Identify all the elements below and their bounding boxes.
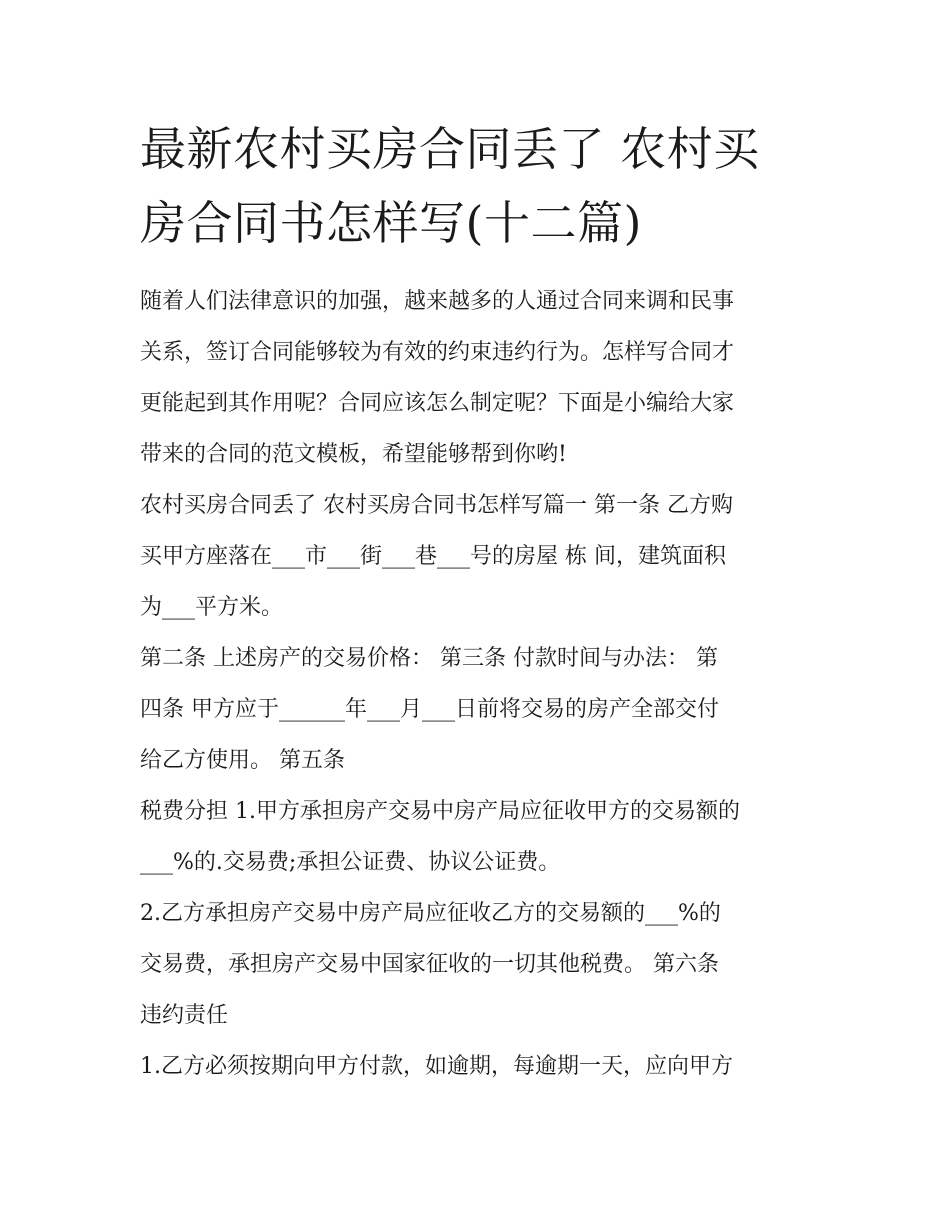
clause-two-to-five-paragraph xyxy=(140,633,820,786)
text-line: 关系，签订合同能够较为有效的约束违约行为。怎样写合同才 xyxy=(140,340,735,365)
text-line: 四条 甲方应于______年___月___日前将交易的房产全部交付 xyxy=(140,697,719,722)
text-line: 农村买房合同丢了 农村买房合同书怎样写篇一 第一条 乙方购 xyxy=(140,493,733,518)
text-line: 税费分担 1.甲方承担房产交易中房产局应征收甲方的交易额的 xyxy=(140,799,740,824)
text-line: 带来的合同的范文模板，希望能够帮到你哟! xyxy=(140,442,567,467)
text-line: ___%的.交易费;承担公证费、协议公证费。 xyxy=(140,850,561,875)
text-line: 给乙方使用。 第五条 xyxy=(140,748,345,773)
title-line: 房合同书怎样写(十二篇) xyxy=(140,196,642,250)
text-line: 更能起到其作用呢？合同应该怎么制定呢？下面是小编给大家 xyxy=(140,391,735,416)
text-line: 违约责任 xyxy=(140,1003,229,1028)
text-line: 买甲方座落在___市___街___巷___号的房屋 栋 间，建筑面积 xyxy=(140,544,726,569)
breach-paragraph-1 xyxy=(140,1041,820,1092)
text-line: 2.乙方承担房产交易中房产局应征收乙方的交易额的___%的 xyxy=(140,901,721,926)
tax-paragraph-2 xyxy=(140,888,820,1041)
title-line: 最新农村买房合同丢了 农村买 xyxy=(140,122,760,176)
intro-paragraph xyxy=(140,276,820,480)
text-line: 随着人们法律意识的加强，越来越多的人通过合同来调和民事 xyxy=(140,289,735,314)
document-title xyxy=(140,112,820,260)
text-line: 交易费，承担房产交易中国家征收的一切其他税费。 第六条 xyxy=(140,952,719,977)
text-line: 第二条 上述房产的交易价格： 第三条 付款时间与办法： 第 xyxy=(140,646,718,671)
clause-one-paragraph xyxy=(140,480,820,633)
text-line: 为___平方米。 xyxy=(140,595,284,620)
tax-paragraph-1 xyxy=(140,786,820,888)
text-line: 1.乙方必须按期向甲方付款，如逾期，每逾期一天，应向甲方 xyxy=(140,1054,733,1079)
document-body xyxy=(140,276,820,1092)
